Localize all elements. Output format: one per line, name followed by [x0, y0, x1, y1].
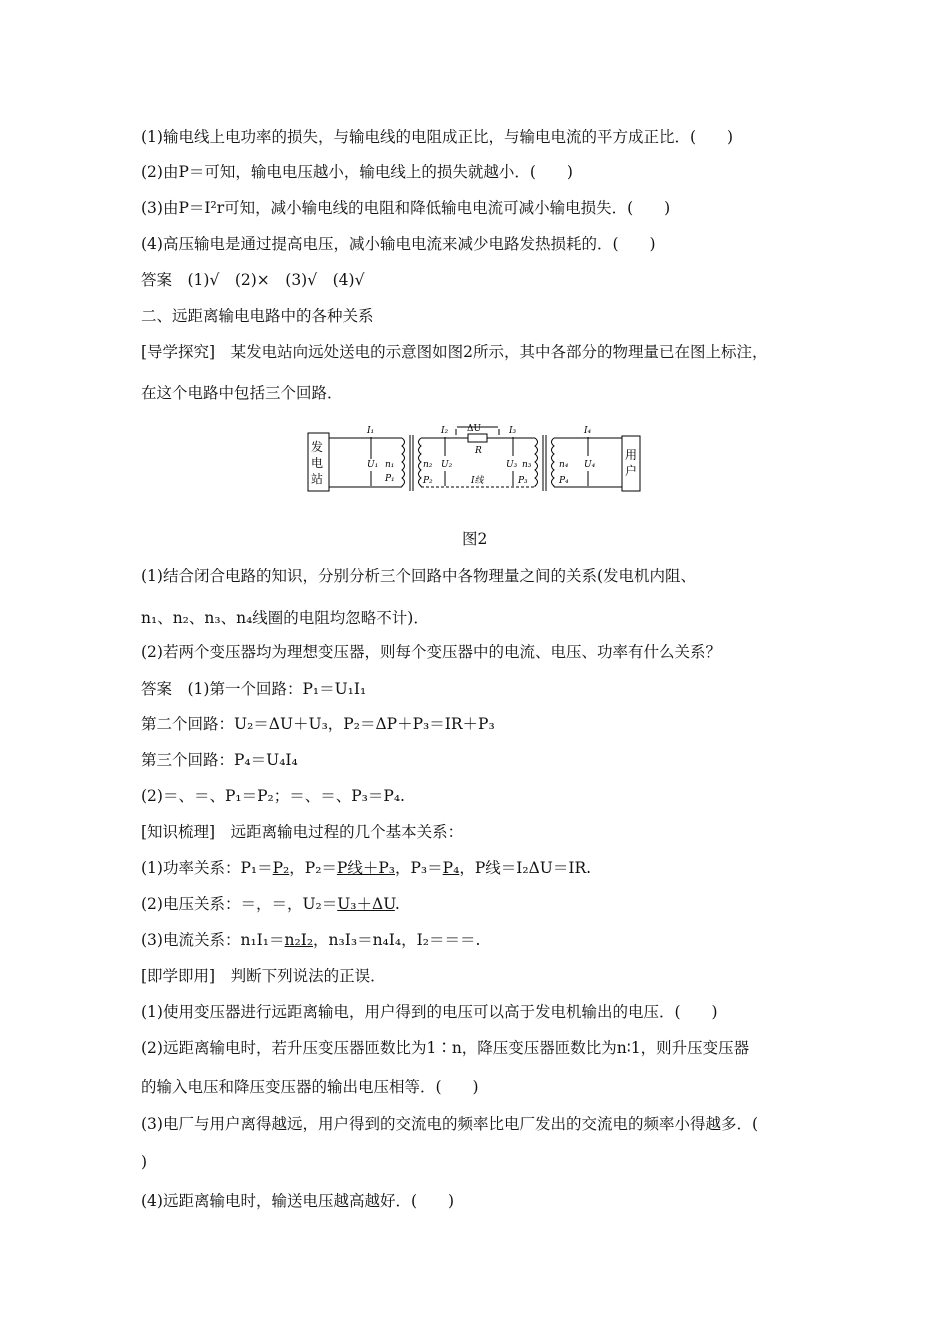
judge-3a: (3)电厂与用户离得越远，用户得到的交流电的频率比电厂发出的交流电的频率小得越多．( [141, 1115, 759, 1133]
answer-2-line-1: 答案 (1)第一个回路：P₁＝U₁I₁ [141, 680, 367, 698]
question-2: (2)由P＝可知，输电电压越小，输电线上的损失就越小．( ) [141, 163, 573, 181]
judge-3b: ) [141, 1153, 148, 1171]
question-4: (4)高压输电是通过提高电压，减小输电电流来减少电路发热损耗的．( ) [141, 235, 656, 253]
station-label-2: 电 [311, 456, 324, 470]
answer-2-line-2: 第二个回路：U₂＝ΔU＋U₃，P₂＝ΔP＋P₃＝IR＋P₃ [141, 715, 495, 733]
i4-label: I₄ [584, 426, 592, 436]
user-label-1: 用 [625, 448, 638, 462]
answer-2-line-3: 第三个回路：P₄＝U₄I₄ [141, 751, 298, 769]
judge-4: (4)远距离输电时，输送电压越高越好．( ) [141, 1192, 455, 1210]
section-heading: 二、远距离输电电路中的各种关系 [141, 307, 374, 325]
transmission-circuit-diagram [305, 423, 643, 495]
knowledge-heading: [知识梳理] 远距离输电过程的几个基本关系： [141, 823, 464, 841]
question-1: (1)输电线上电功率的损失，与输电线的电阻成正比，与输电电流的平方成正比．( ) [141, 128, 734, 146]
i1-label: I₁ [367, 426, 375, 436]
p2-label: P₂ [423, 476, 433, 486]
task-1b: n₁、n₂、n₃、n₄线圈的电阻均忽略不计)． [141, 609, 429, 627]
n4-label: n₄ [559, 460, 569, 470]
u3-label: U₃ [506, 460, 518, 470]
p4-label: P₄ [559, 476, 569, 486]
explore-text-1: [导学探究] 某发电站向远处送电的示意图如图2所示，其中各部分的物理量已在图上标注， [141, 343, 768, 361]
n3-label: n₃ [522, 460, 532, 470]
station-label-3: 站 [311, 472, 324, 486]
apply-heading: [即学即用] 判断下列说法的正误． [141, 967, 386, 985]
answer-2-line-4: (2)＝、＝、P₁＝P₂；＝、＝、P₃＝P₄. [141, 787, 405, 805]
power-relation: (1)功率关系：P₁＝P₂，P₂＝P线＋P₃，P₃＝P₄，P线＝I₂ΔU＝IR. [141, 859, 592, 877]
u1-label: U₁ [367, 460, 379, 470]
figure-caption: 图2 [462, 530, 488, 548]
task-2: (2)若两个变压器均为理想变压器，则每个变压器中的电流、电压、功率有什么关系？ [141, 643, 721, 661]
p1-label: P₁ [385, 474, 395, 484]
task-1a: (1)结合闭合电路的知识，分别分析三个回路中各物理量之间的关系(发电机内阻、 [141, 567, 697, 585]
delta-u-label: ΔU [467, 424, 482, 434]
voltage-relation: (2)电压关系：＝，＝，U₂＝U₃＋ΔU. [141, 895, 400, 913]
question-3: (3)由P＝I²r可知，减小输电线的电阻和降低输电电流可减小输电损失．( ) [141, 199, 671, 217]
judge-2a: (2)远距离输电时，若升压变压器匝数比为1∶n，降压变压器匝数比为n∶1，则升压变压器 [141, 1039, 750, 1057]
station-label-1: 发 [311, 440, 324, 454]
i-line-label: I线 [471, 476, 484, 486]
n2-label: n₂ [423, 460, 433, 470]
explore-text-2: 在这个电路中包括三个回路． [141, 384, 343, 402]
coil-n3 [535, 438, 538, 487]
user-label-2: 户 [625, 464, 638, 478]
resistor-label: R [475, 446, 482, 456]
u4-label: U₄ [584, 460, 596, 470]
line-resistor [468, 434, 487, 442]
coil-n1 [402, 438, 405, 487]
answer-1: 答案 (1)√ (2)× (3)√ (4)√ [141, 271, 365, 289]
i2-label: I₂ [441, 426, 449, 436]
coil-n4 [552, 438, 555, 487]
p3-label: P₃ [518, 476, 528, 486]
n1-label: n₁ [385, 460, 395, 470]
judge-1: (1)使用变压器进行远距离输电，用户得到的电压可以高于发电机输出的电压．( ) [141, 1003, 718, 1021]
coil-n2 [419, 438, 422, 487]
judge-2b: 的输入电压和降压变压器的输出电压相等．( ) [141, 1078, 479, 1096]
current-relation: (3)电流关系：n₁I₁＝n₂I₂，n₃I₃＝n₄I₄，I₂＝＝＝. [141, 931, 481, 949]
u2-label: U₂ [441, 460, 453, 470]
i3-label: I₃ [509, 426, 517, 436]
